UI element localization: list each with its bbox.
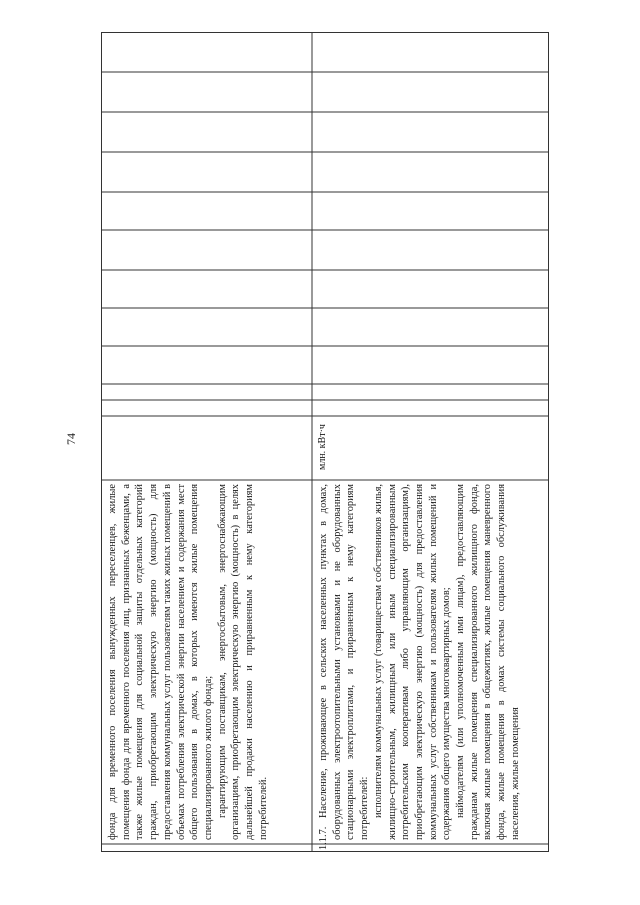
row-2-unit bbox=[317, 420, 347, 470]
row-2-code-text: 1.1.7. bbox=[318, 826, 329, 850]
row-2-unit-text: млн. кВт·ч bbox=[317, 424, 328, 470]
row-2-description bbox=[317, 484, 547, 840]
row-2-paragraph-3: наймодателям (или уполномоченным ими лицам), предоставляющим гражданам жилые помещения специализированного жилищного фонда, включая жилые помещения в общежитиях, жилые помещения маневренного фонда, жилые помещения в домах системы социального обслуживания населения, жилые помещения bbox=[455, 484, 521, 840]
row-1-description bbox=[106, 484, 310, 840]
row-1-paragraph-2: гарантирующим поставщикам, энергосбытовым, энергоснабжающим организациям, приобретающим электрическую энергию (мощность) в целях дальнейшей продажи населению и приравненным к нему категориям потребителей. bbox=[216, 484, 269, 840]
row-2-paragraph-2: исполнителям коммунальных услуг (товариществам собственников жилья, жилищно-строительным, жилищным или иным специализированным потребительским кооперативам либо управляющим организациям), приобретающим электрическую энергию (мощность) для предоставления коммунальных услуг собственникам и пользователям жилых помещений и содержания общего имущества многоквартирных домов; bbox=[372, 484, 453, 840]
row-2-paragraph-1: Население, проживающее в сельских населенных пунктах в домах, оборудованных электроотопительными установками и не оборудованных стационарными электроплитами, и приравненным к нему категориям потребителей: bbox=[318, 484, 371, 840]
data-table bbox=[101, 32, 549, 852]
row-1-paragraph-1: фонда для временного поселения вынужденных переселенцев, жилые помещения фонда для временного поселения лиц, признанных беженцами, а также жилые помещения для социальной защиты отдельных категорий граждан, приобретающим электрическую энергию (мощность) для предоставления коммунальных услуг пользователям таких жилых помещений в объемах потребления электрической энергии населением и содержания мест общего пользования в домах, в которых имеются жилые помещения специализированного жилого фонда; bbox=[107, 484, 214, 840]
page-number: 74 bbox=[64, 433, 78, 445]
